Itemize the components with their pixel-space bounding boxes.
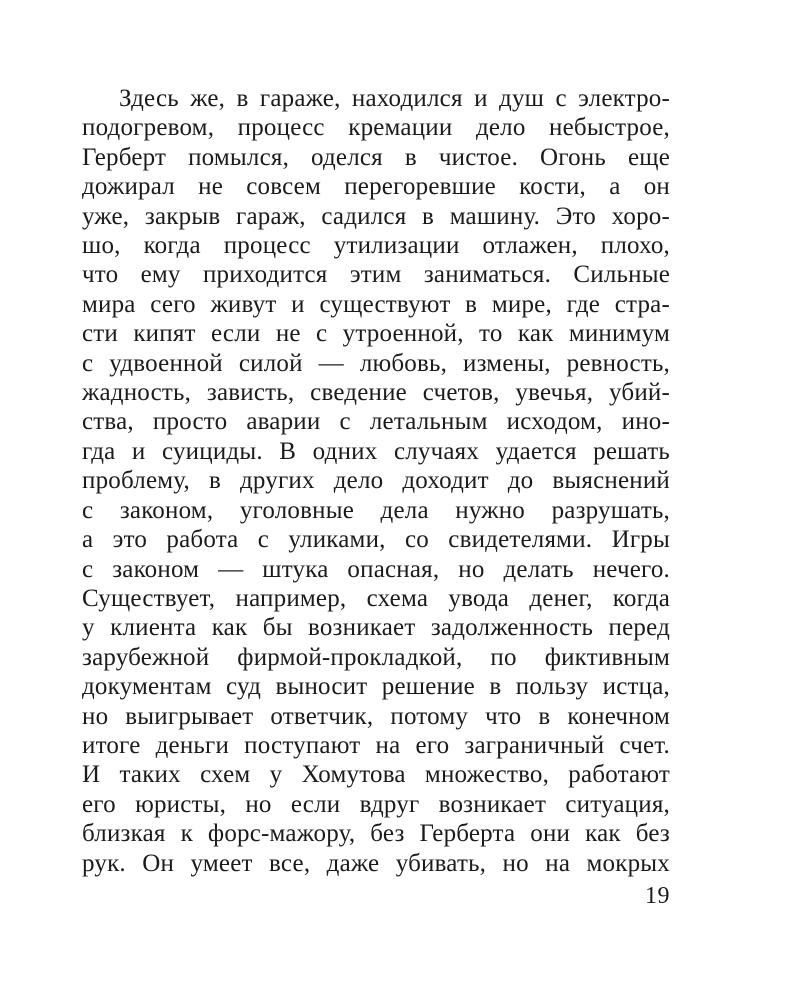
text-line: рук. Он умеет все, даже убивать, но на мокрых bbox=[82, 849, 670, 877]
page-text bbox=[82, 84, 670, 878]
text-line: Существует, например, схема увода денег, когда bbox=[82, 584, 670, 612]
text-line: проблему, в других дело доходит до выяснений bbox=[82, 467, 670, 495]
text-line: но выигрывает ответчик, потому что в конечном bbox=[82, 702, 670, 730]
text-line: с законом — штука опасная, но делать нечего. bbox=[82, 555, 670, 583]
text-line: сти кипят если не с утроенной, то как минимум bbox=[82, 320, 670, 348]
text-line: близкая к форс-мажору, без Герберта они как без bbox=[82, 820, 670, 848]
text-line: мира сего живут и существуют в мире, где стра- bbox=[82, 290, 670, 318]
text-line: Герберт помылся, оделся в чистое. Огонь еще bbox=[82, 143, 670, 171]
text-line: шо, когда процесс утилизации отлажен, плохо, bbox=[82, 232, 670, 260]
text-line: что ему приходится этим заниматься. Сильные bbox=[82, 261, 670, 289]
page-number: 19 bbox=[645, 883, 670, 909]
text-line: жадность, зависть, сведение счетов, увечья, убий- bbox=[82, 379, 670, 407]
text-line: итоге деньги поступают на его заграничный счет. bbox=[82, 731, 670, 759]
text-line: с удвоенной силой — любовь, измены, ревность, bbox=[82, 349, 670, 377]
text-line: дожирал не совсем перегоревшие кости, а он bbox=[82, 173, 670, 201]
text-line: уже, закрыв гараж, садился в машину. Это хоро- bbox=[82, 202, 670, 230]
text-line: а это работа с уликами, со свидетелями. Игры bbox=[82, 526, 670, 554]
text-line: подогревом, процесс кремации дело небыстрое, bbox=[82, 114, 670, 142]
text-line: его юристы, но если вдруг возникает ситуация, bbox=[82, 790, 670, 818]
text-line: ства, просто аварии с летальным исходом, ино- bbox=[82, 408, 670, 436]
text-line: документам суд выносит решение в пользу истца, bbox=[82, 673, 670, 701]
text-line: гда и суициды. В одних случаях удается решать bbox=[82, 437, 670, 465]
text-line: Здесь же, в гараже, находился и душ с электро- bbox=[119, 85, 670, 112]
text-line: с законом, уголовные дела нужно разрушать, bbox=[82, 496, 670, 524]
text-line: у клиента как бы возникает задолженность перед bbox=[82, 614, 670, 642]
text-line: И таких схем у Хомутова множество, работают bbox=[82, 761, 670, 789]
text-line: зарубежной фирмой-прокладкой, по фиктивным bbox=[82, 643, 670, 671]
